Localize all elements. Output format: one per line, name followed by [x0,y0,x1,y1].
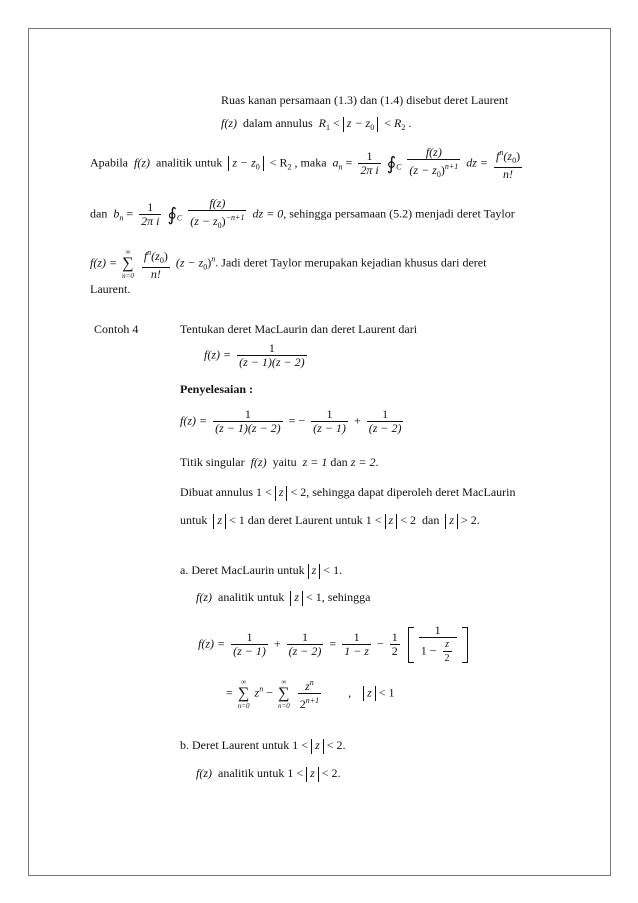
subsection-heading: a. Deret MacLaurin untuk z < 1. [180,563,343,577]
equation: = ∞ ∑ n=0 $z^n$ − ∞ ∑ n=0 $\frac{z^n}{2^{n+1}}$ , z < 1 [226,677,395,711]
equation: f(z) = $\frac{1}{(z - 1)}$ + $\frac{1}{(z - 2)}$ = $\frac{1}{1 - z}$ − $\frac{1}{2}$ 1 1 − $\frac{z}{2}$ [198,624,470,665]
equation: f(z) = $\frac{1}{(z - 1)(z - 2)}$ = − $\frac{1}{(z - 1)}$ + $\frac{1}{(z - 2)}$ [180,407,402,435]
equation: f(z) = $\frac{1}{(z - 1)(z - 2)}$ [204,341,305,369]
example-label: Contoh 4 [94,322,139,336]
paragraph-line: Laurent. [90,282,131,296]
paragraph-line: f(z) analitik untuk z < 1, sehingga [196,590,371,604]
subsection-heading: b. Deret Laurent untuk 1 < z < 2. [180,738,346,752]
example-text: Tentukan deret MacLaurin dan deret Laurent dari [180,322,418,336]
paragraph-line: Dibuat annulus 1 < z < 2, sehingga dapat diperoleh deret MacLaurin [180,485,516,499]
solution-heading: Penyelesaian : [180,382,253,396]
paragraph-line: f(z) dalam annulus $R_1 < z - z_0 < R_2$ . [221,116,412,132]
paragraph-line: untuk z < 1 dan deret Laurent untuk 1 < z < 2 dan z > 2. [180,513,480,527]
paragraph-line: dan $b_n$ = $\frac{1}{\text{2π i}}$ $∮_C$ $\frac{f(z)}{(z - z_0)^{-n+1}}$ dz = 0, sehingga persamaan (5.2) menjadi deret Taylor [90,196,515,230]
paragraph-line: Titik singular f(z) yaitu z = 1 dan z = 2. [180,455,379,469]
paragraph-line: f(z) = ∞ ∑ n=0 $\frac{f^n(z_0)}{n!}$ $(z - z_0)^n$. Jadi deret Taylor merupakan kejadian khusus dari deret [90,247,487,281]
paragraph-line: Ruas kanan persamaan (1.3) dan (1.4) disebut deret Laurent [221,93,509,107]
paragraph-line: Apabila f(z) analitik untuk $z - z_0 < R_2$ , maka $a_n$ = $\frac{1}{\text{2π i}}$ $∮_C$ $\frac{f(z)}{(z - z_0)^{n+1}}$ dz = $\frac{f^n(z_0)}{n!}$ [90,145,521,181]
paragraph-line: f(z) analitik untuk 1 < z < 2. [196,766,341,780]
